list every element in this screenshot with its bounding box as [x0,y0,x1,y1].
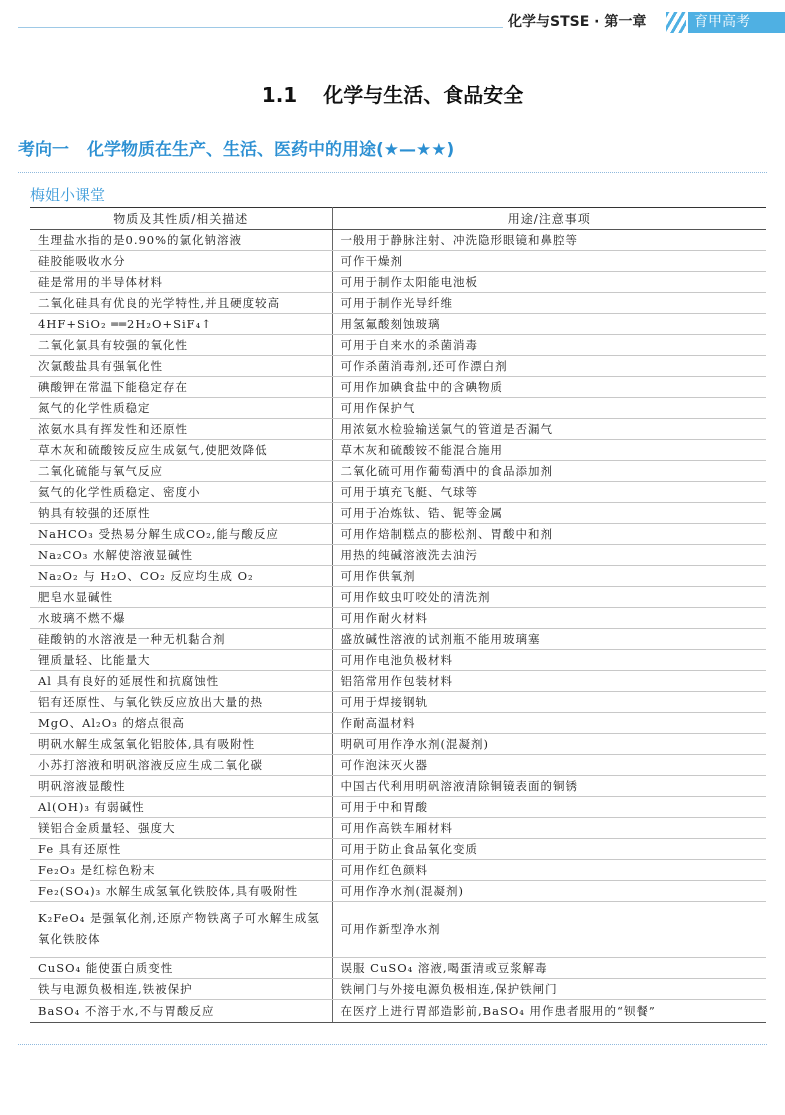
usage-cell: 可用作加碘食盐中的含碘物质 [332,377,766,398]
usage-table [30,207,766,1023]
page-title [0,82,785,108]
usage-cell: 可用于焊接钢轨 [332,692,766,713]
table-row [30,692,766,713]
usage-cell: 可作杀菌消毒剂,还可作漂白剂 [332,356,766,377]
property-cell: K₂FeO₄ 是强氧化剂,还原产物铁离子可水解生成氢氧化铁胶体 [30,902,332,958]
table-row [30,818,766,839]
usage-cell: 作耐高温材料 [332,713,766,734]
property-cell: 钠具有较强的还原性 [30,503,332,524]
property-cell: 肥皂水显碱性 [30,587,332,608]
table-row [30,419,766,440]
table-row [30,755,766,776]
property-cell: 明矾水解生成氢氧化铝胶体,具有吸附性 [30,734,332,755]
usage-cell: 可作泡沫灭火器 [332,755,766,776]
property-cell: 碘酸钾在常温下能稳定存在 [30,377,332,398]
property-cell: 水玻璃不燃不爆 [30,608,332,629]
property-cell: 锂质量轻、比能量大 [30,650,332,671]
usage-cell: 可用于冶炼钛、锆、铌等金属 [332,503,766,524]
table-row [30,629,766,650]
table-row [30,671,766,692]
property-cell: BaSO₄ 不溶于水,不与胃酸反应 [30,1000,332,1023]
usage-cell: 可用作蚊虫叮咬处的清洗剂 [332,587,766,608]
usage-cell: 可用作高铁车厢材料 [332,818,766,839]
header-usage: 用途/注意事项 [332,208,766,230]
property-cell: Fe₂(SO₄)₃ 水解生成氢氧化铁胶体,具有吸附性 [30,881,332,902]
property-cell: 镁铝合金质量轻、强度大 [30,818,332,839]
usage-cell: 用氢氟酸刻蚀玻璃 [332,314,766,335]
table-row [30,482,766,503]
usage-cell: 可用于中和胃酸 [332,797,766,818]
property-cell: Fe₂O₃ 是红棕色粉末 [30,860,332,881]
title-text: 化学与生活、食品安全 [323,83,524,107]
usage-cell: 可用于制作太阳能电池板 [332,272,766,293]
property-cell: 明矾溶液显酸性 [30,776,332,797]
usage-cell: 铁闸门与外接电源负极相连,保护铁闸门 [332,979,766,1000]
usage-cell: 可用于制作光导纤维 [332,293,766,314]
property-cell: 次氯酸盐具有强氧化性 [30,356,332,377]
property-cell: 氮气的化学性质稳定 [30,398,332,419]
table-row [30,335,766,356]
usage-cell: 可用于填充飞艇、气球等 [332,482,766,503]
header-stripes [666,12,686,33]
table-row [30,545,766,566]
table-row [30,958,766,979]
table-row [30,566,766,587]
table-row [30,713,766,734]
property-cell: 4HF+SiO₂ ══2H₂O+SiF₄↑ [30,314,332,335]
table-row [30,979,766,1000]
usage-cell: 一般用于静脉注射、冲洗隐形眼镜和鼻腔等 [332,230,766,251]
property-cell: Al 具有良好的延展性和抗腐蚀性 [30,671,332,692]
table-row [30,734,766,755]
table-row [30,377,766,398]
section-label: 考向一 [18,140,69,160]
usage-cell: 可用作净水剂(混凝剂) [332,881,766,902]
table-row [30,398,766,419]
table-row [30,230,766,251]
table-row [30,314,766,335]
usage-cell: 可用作红色颜料 [332,860,766,881]
usage-cell: 可用作供氧剂 [332,566,766,587]
section-text: 化学物质在生产、生活、医药中的用途(★—★★) [87,140,455,160]
property-cell: 硅胶能吸收水分 [30,251,332,272]
usage-cell: 可用于自来水的杀菌消毒 [332,335,766,356]
property-cell: 铁与电源负极相连,铁被保护 [30,979,332,1000]
property-cell: 浓氨水具有挥发性和还原性 [30,419,332,440]
property-cell: 小苏打溶液和明矾溶液反应生成二氧化碳 [30,755,332,776]
usage-cell: 用热的纯碱溶液洗去油污 [332,545,766,566]
table-row [30,503,766,524]
property-cell: 氦气的化学性质稳定、密度小 [30,482,332,503]
property-cell: 铝有还原性、与氧化铁反应放出大量的热 [30,692,332,713]
property-cell: Al(OH)₃ 有弱碱性 [30,797,332,818]
header-property: 物质及其性质/相关描述 [30,208,332,230]
usage-cell: 可用作保护气 [332,398,766,419]
usage-cell: 中国古代利用明矾溶液清除铜镜表面的铜锈 [332,776,766,797]
property-cell: CuSO₄ 能使蛋白质变性 [30,958,332,979]
property-cell: NaHCO₃ 受热易分解生成CO₂,能与酸反应 [30,524,332,545]
chapter-label: 化学与STSE · 第一章 [508,14,647,30]
table-row [30,776,766,797]
property-cell: 硅是常用的半导体材料 [30,272,332,293]
table-row [30,608,766,629]
usage-cell: 可用作耐火材料 [332,608,766,629]
usage-cell: 草木灰和硫酸铵不能混合施用 [332,440,766,461]
property-cell: 二氧化硫能与氧气反应 [30,461,332,482]
usage-cell: 可用作焙制糕点的膨松剂、胃酸中和剂 [332,524,766,545]
table-row [30,797,766,818]
table-row [30,461,766,482]
brand-label: 育甲高考 [688,12,785,33]
table-row [30,902,766,958]
property-cell: Na₂CO₃ 水解使溶液显碱性 [30,545,332,566]
table-row [30,251,766,272]
property-cell: MgO、Al₂O₃ 的熔点很高 [30,713,332,734]
table-row [30,650,766,671]
table-row [30,293,766,314]
usage-cell: 可作干燥剂 [332,251,766,272]
section-divider [18,172,767,173]
table-row [30,356,766,377]
table-header-row [30,208,766,230]
usage-cell: 可用作电池负极材料 [332,650,766,671]
property-cell: 硅酸钠的水溶液是一种无机黏合剂 [30,629,332,650]
property-cell: 二氧化氯具有较强的氧化性 [30,335,332,356]
property-cell: 二氧化硅具有优良的光学特性,并且硬度较高 [30,293,332,314]
bottom-divider [18,1044,767,1045]
table-row [30,587,766,608]
usage-cell: 二氧化硫可用作葡萄酒中的食品添加剂 [332,461,766,482]
property-cell: Na₂O₂ 与 H₂O、CO₂ 反应均生成 O₂ [30,566,332,587]
table-row [30,881,766,902]
title-number: 1.1 [261,83,298,107]
table-body [30,230,766,1023]
usage-cell: 误服 CuSO₄ 溶液,喝蛋清或豆浆解毒 [332,958,766,979]
table-row [30,1000,766,1023]
subsection-heading: 梅姐小课堂 [30,186,106,204]
table-row [30,272,766,293]
table-row [30,524,766,545]
property-cell: 生理盐水指的是0.90%的氯化钠溶液 [30,230,332,251]
table-row [30,860,766,881]
property-cell: 草木灰和硫酸铵反应生成氨气,使肥效降低 [30,440,332,461]
table-row [30,440,766,461]
usage-cell: 可用于防止食品氧化变质 [332,839,766,860]
usage-cell: 可用作新型净水剂 [332,902,766,958]
usage-cell: 明矾可用作净水剂(混凝剂) [332,734,766,755]
usage-cell: 盛放碱性溶液的试剂瓶不能用玻璃塞 [332,629,766,650]
usage-cell: 用浓氨水检验输送氯气的管道是否漏气 [332,419,766,440]
section-heading [18,139,454,161]
header-rule [18,27,503,28]
usage-cell: 在医疗上进行胃部造影前,BaSO₄ 用作患者服用的“钡餐” [332,1000,766,1023]
table-row [30,839,766,860]
usage-cell: 铝箔常用作包装材料 [332,671,766,692]
property-cell: Fe 具有还原性 [30,839,332,860]
